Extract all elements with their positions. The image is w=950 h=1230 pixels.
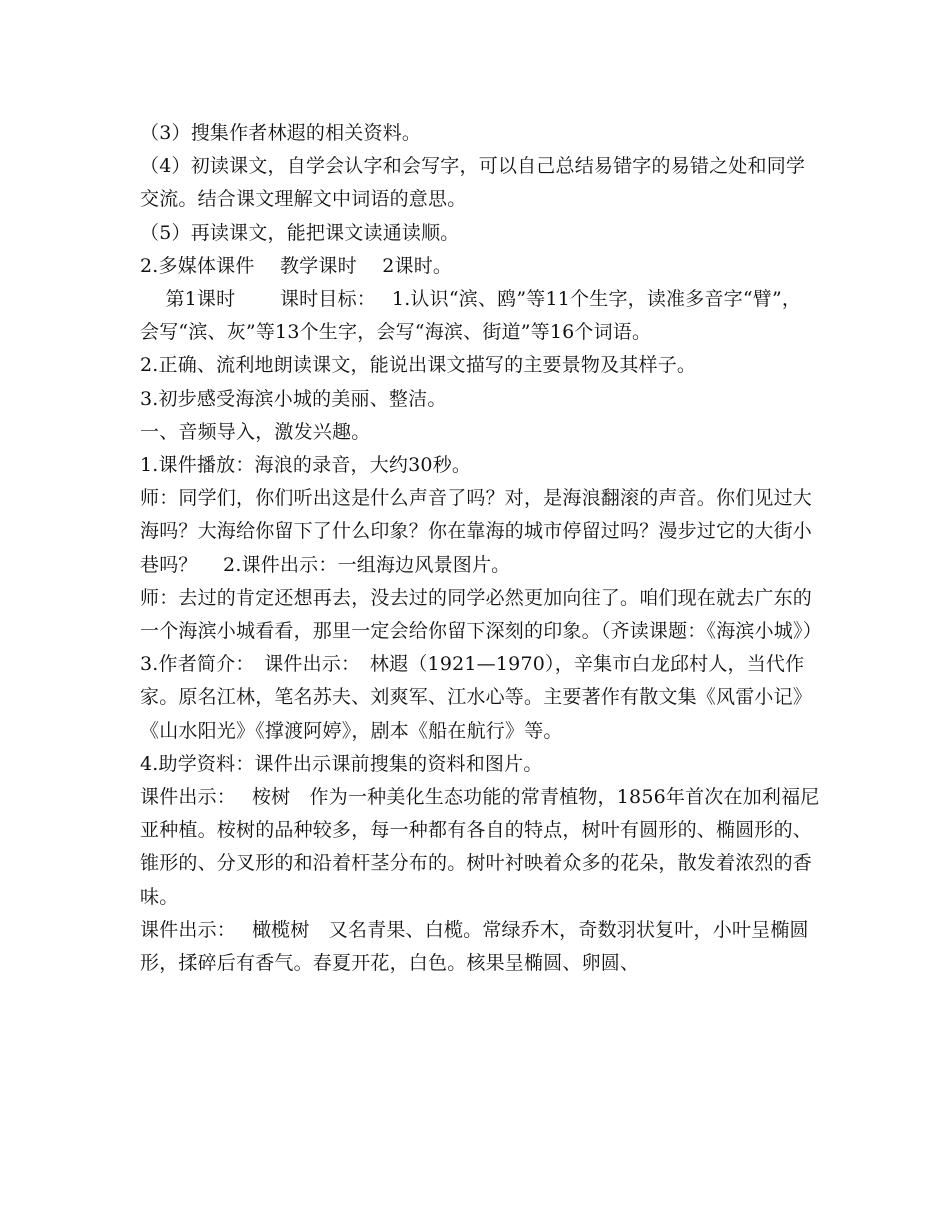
- paragraph-3: （5）再读课文，能把课文读通读顺。: [140, 221, 460, 244]
- paragraph-2: （4）初读课文，自学会认字和会写字，可以自己总结易错字的易错之处和同学交流。结合课文理解文中词语的意思。: [140, 155, 806, 211]
- paragraph-5: 第1课时 课时目标： 1.认识“滨、鸥”等11个生字，读准多音字“臂”，会写“滨、灰”等13个生字，会写“海滨、街道”等16个词语。: [140, 288, 802, 344]
- paragraph-4: 2.多媒体课件 教学课时 2课时。: [140, 254, 453, 277]
- paragraph-11: 师：去过的肯定还想再去，没去过的同学必然更加向往了。咱们现在就去广东的一个海滨小城看看，那里一定会给你留下深刻的印象。（齐读课题：《海滨小城》） 3.作者简介： 课件出示： 林遐（1921—1970），辛集市白龙邱村人，当代作家。原名江林，笔名苏夫、刘爽军、江水心等。主要著作有散文集《风雷小记》《山水阳光》《撑渡阿婷》，剧本《船在航行》等。: [140, 586, 832, 742]
- document-page: [140, 117, 832, 980]
- paragraph-1: （3）搜集作者林遐的相关资料。: [140, 122, 422, 144]
- section-heading: 一、音频导入，激发兴趣。: [140, 420, 371, 443]
- paragraph-13: 课件出示： 桉树 作为一种美化生态功能的常青植物，1856年首次在加利福尼亚种植。桉树的品种较多，每一种都有各自的特点，树叶有圆形的、椭圆形的、锥形的、分叉形的和沿着杆茎分布的。树叶衬映着众多的花朵，散发着浓烈的香味。: [140, 786, 820, 908]
- paragraph-10: 师：同学们，你们听出这是什么声音了吗？对，是海浪翻滚的声音。你们见过大海吗？大海给你留下了什么印象？你在靠海的城市停留过吗？漫步过它的大街小巷吗？ 2.课件出示：一组海边风景图片。: [140, 487, 813, 576]
- paragraph-12: 4.助学资料：课件出示课前搜集的资料和图片。: [140, 752, 543, 775]
- paragraph-6: 2.正确、流利地朗读课文，能说出课文描写的主要景物及其样子。: [140, 354, 697, 377]
- paragraph-9: 1.课件播放：海浪的录音，大约30秒。: [140, 454, 472, 477]
- paragraph-7: 3.初步感受海滨小城的美丽、整洁。: [140, 387, 447, 410]
- paragraph-14: 课件出示： 橄榄树 又名青果、白榄。常绿乔木，奇数羽状复叶，小叶呈椭圆形，揉碎后有香气。春夏开花，白色。核果呈椭圆、卵圆、: [140, 918, 809, 975]
